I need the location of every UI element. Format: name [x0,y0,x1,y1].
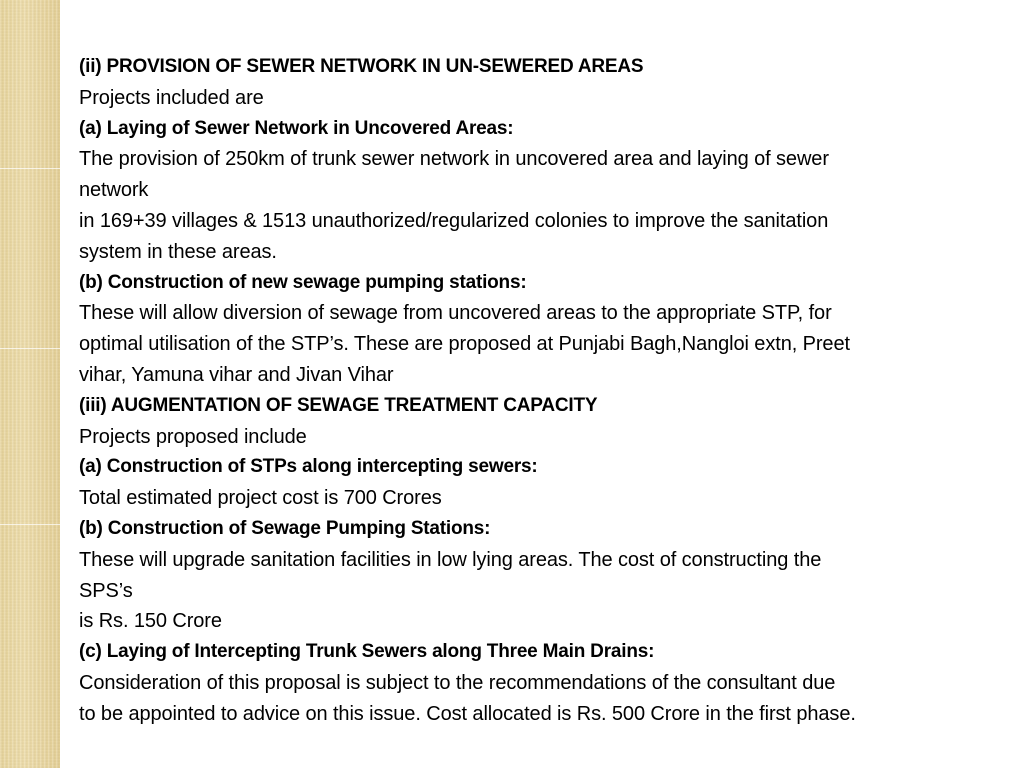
body-text: system in these areas. [79,240,277,263]
subsection-heading: (c) Laying of Intercepting Trunk Sewers along Three Main Drains: [79,641,655,663]
body-text: Projects included are [79,86,264,109]
body-text: These will upgrade sanitation facilities in low lying areas. The cost of constructing the [79,548,822,571]
body-text: to be appointed to advice on this issue. Cost allocated is Rs. 500 Crore in the first phase. [79,702,856,725]
subsection-heading: (a) Laying of Sewer Network in Uncovered Areas: [79,117,514,139]
slide-body [79,52,1004,730]
subsection-heading: (b) Construction of Sewage Pumping Stations: [79,517,491,539]
body-text: in 169+39 villages & 1513 unauthorized/regularized colonies to improve the sanitation [79,209,829,232]
body-text: is Rs. 150 Crore [79,610,222,633]
body-text: Projects proposed include [79,425,307,448]
body-text: These will allow diversion of sewage from uncovered areas to the appropriate STP, for [79,302,832,325]
body-text: optimal utilisation of the STP’s. These are proposed at Punjabi Bagh,Nangloi extn, Preet [79,333,850,356]
subsection-heading: (a) Construction of STPs along intercepting sewers: [79,456,538,478]
body-text: Consideration of this proposal is subject to the recommendations of the consultant due [79,671,836,694]
decorative-side-band [0,0,60,768]
band-divider [0,168,60,169]
body-text: network [79,179,149,202]
body-text: vihar, Yamuna vihar and Jivan Vihar [79,363,394,386]
body-text: The provision of 250km of trunk sewer network in uncovered area and laying of sewer [79,148,829,171]
band-divider [0,524,60,525]
band-divider [0,348,60,349]
subsection-heading: (b) Construction of new sewage pumping stations: [79,271,527,293]
body-text: SPS’s [79,579,133,602]
section-heading: (ii) PROVISION OF SEWER NETWORK IN UN-SEWERED AREAS [79,56,644,77]
body-text: Total estimated project cost is 700 Crores [79,487,442,510]
section-heading: (iii) AUGMENTATION OF SEWAGE TREATMENT CAPACITY [79,394,598,416]
